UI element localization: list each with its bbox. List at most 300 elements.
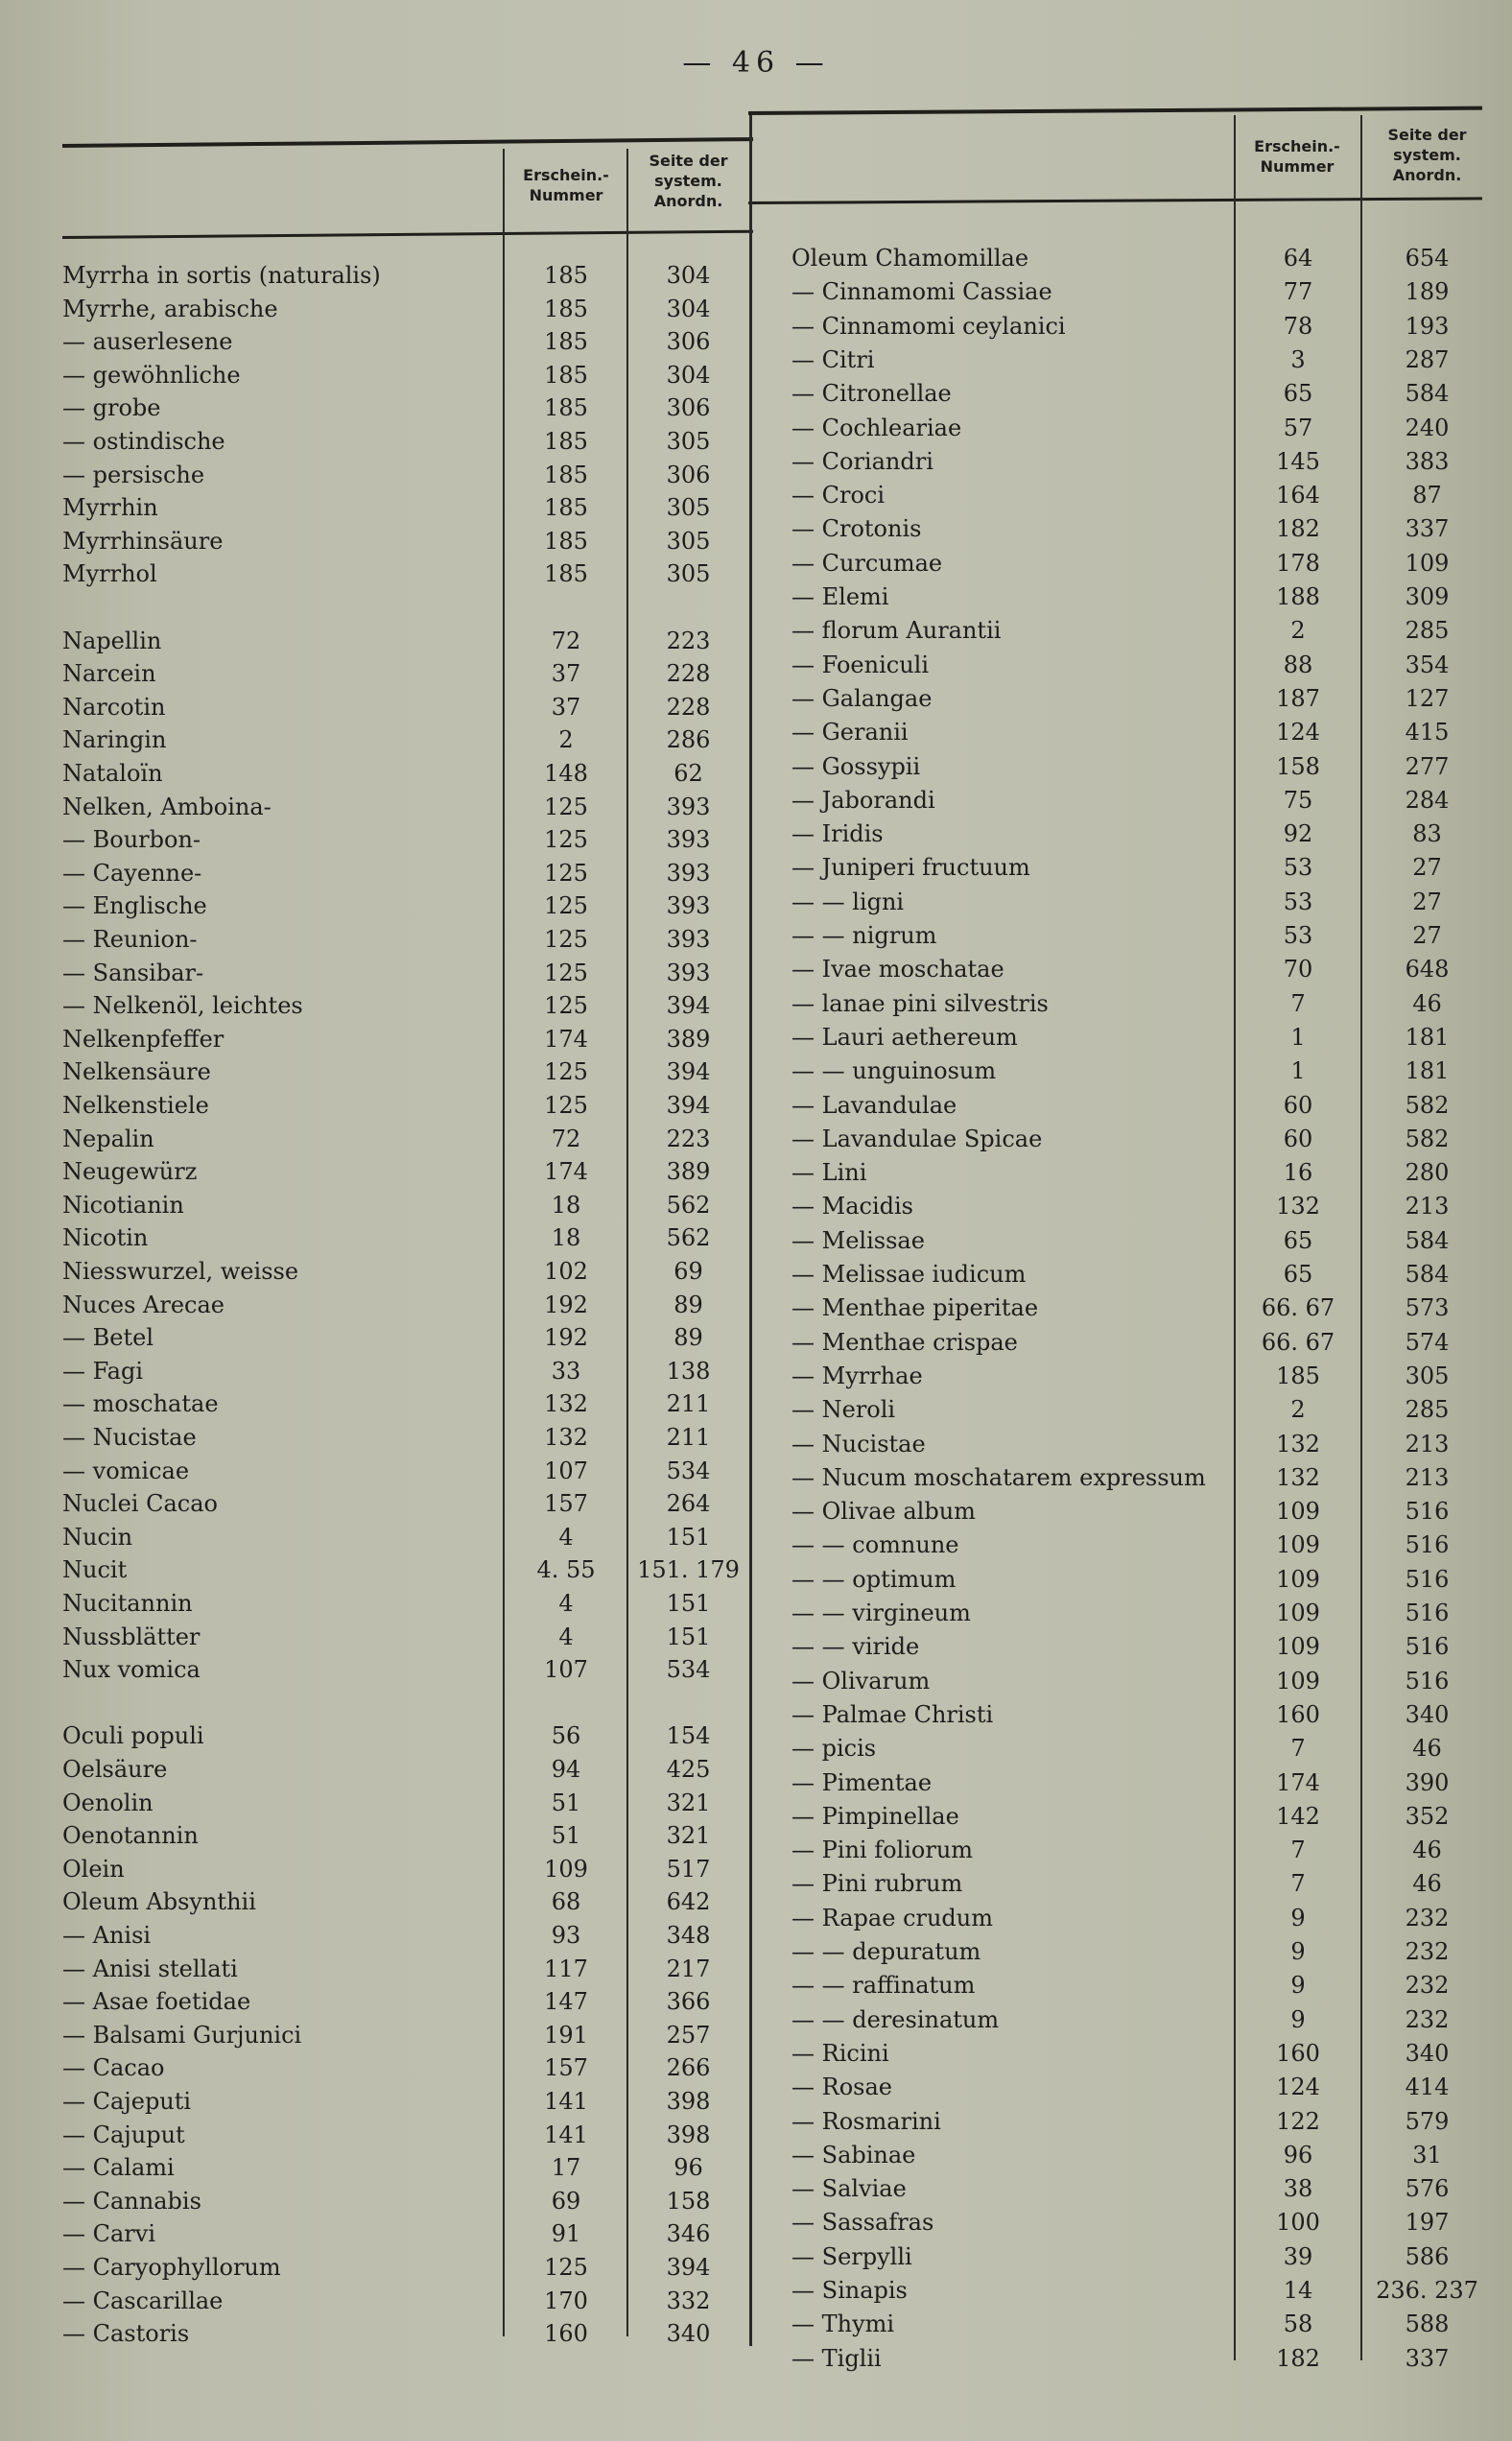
entry-name: — Fagi <box>62 1357 143 1385</box>
entry-page: 394 <box>666 1058 711 1086</box>
entry-page: 517 <box>666 1855 711 1883</box>
entry-page: 516 <box>1405 1565 1450 1593</box>
entry-name: — Rosmarini <box>791 2107 941 2135</box>
index-row <box>791 919 1497 953</box>
entry-page: 305 <box>666 527 711 555</box>
entry-page: 304 <box>666 295 711 322</box>
entry-number: 132 <box>544 1390 588 1418</box>
entry-page: 393 <box>666 793 711 820</box>
entry-page: 516 <box>1405 1633 1450 1661</box>
entry-page: 352 <box>1405 1802 1450 1830</box>
entry-page: 337 <box>1405 2344 1450 2372</box>
entry-page: 277 <box>1405 752 1450 780</box>
index-row <box>62 791 748 824</box>
index-row <box>791 784 1497 818</box>
index-row <box>791 275 1497 309</box>
entry-number: 1 <box>1290 1023 1306 1051</box>
entry-number: 37 <box>551 660 581 688</box>
entry-page: 309 <box>1405 583 1450 610</box>
entry-page: 257 <box>666 2021 711 2049</box>
entry-number: 65 <box>1283 1226 1313 1254</box>
entry-number: 109 <box>1276 1667 1320 1694</box>
entry-page: 151. 179 <box>637 1556 740 1584</box>
index-row <box>791 2342 1497 2376</box>
index-row <box>62 557 748 591</box>
entry-number: 124 <box>1276 719 1320 747</box>
entry-number: 78 <box>1283 312 1313 340</box>
index-row <box>62 2019 748 2052</box>
entry-page: 89 <box>673 1291 703 1318</box>
index-row <box>791 1224 1497 1258</box>
entry-number: 125 <box>544 892 588 920</box>
entry-name: — Lavandulae Spicae <box>791 1125 1043 1152</box>
entry-number: 157 <box>544 1490 588 1518</box>
entry-name: Nepalin <box>62 1125 154 1152</box>
index-row <box>62 491 748 525</box>
entry-page: 305 <box>666 560 711 588</box>
entry-name: — Citri <box>791 345 875 373</box>
index-row <box>62 1753 748 1787</box>
index-row <box>791 1665 1497 1698</box>
entry-name: — Pimpinellae <box>791 1802 959 1830</box>
entry-page: 96 <box>673 2154 703 2182</box>
entry-number: 147 <box>544 1988 588 2016</box>
entry-number: 37 <box>551 693 581 721</box>
entry-page: 286 <box>666 726 711 754</box>
entry-name: Nucit <box>62 1556 128 1584</box>
entry-number: 7 <box>1290 1735 1306 1763</box>
entry-name: — Pini rubrum <box>791 1870 963 1898</box>
index-row <box>62 1255 748 1289</box>
entry-name: — vomicae <box>62 1457 190 1484</box>
entry-number: 2 <box>558 726 574 754</box>
entry-number: 185 <box>544 295 588 322</box>
entry-page: 280 <box>1405 1159 1450 1187</box>
entry-page: 151 <box>666 1623 711 1650</box>
entry-name: — ostindische <box>62 428 225 455</box>
entry-page: 366 <box>666 1988 711 2016</box>
entry-name: — Elemi <box>791 583 889 610</box>
index-row <box>791 1190 1497 1223</box>
entry-page: 582 <box>1405 1125 1450 1152</box>
index-row <box>791 581 1497 614</box>
entry-name: — — viride <box>791 1633 920 1661</box>
index-row <box>791 2071 1497 2104</box>
entry-number: 4 <box>558 1590 574 1617</box>
index-row <box>791 2308 1497 2341</box>
entry-name: — — optimum <box>791 1565 957 1593</box>
index-row <box>62 1719 748 1753</box>
entry-name: — Lauri aethereum <box>791 1023 1018 1051</box>
entry-name: — — depuratum <box>791 1938 981 1965</box>
header-rule-right <box>748 197 1482 204</box>
entry-name: Oleum Absynthii <box>62 1888 256 1916</box>
entry-page: 89 <box>673 1324 703 1352</box>
entry-number: 160 <box>544 2320 588 2348</box>
index-row <box>62 525 748 558</box>
entry-number: 191 <box>544 2021 588 2049</box>
index-row <box>791 445 1497 479</box>
index-row <box>791 2037 1497 2071</box>
entry-name: — Bourbon- <box>62 826 201 854</box>
entry-number: 132 <box>1276 1193 1320 1220</box>
entry-name: — Melissae iudicum <box>791 1261 1027 1288</box>
entry-name: — — virgineum <box>791 1600 971 1626</box>
entry-number: 7 <box>1290 989 1306 1017</box>
entry-page: 576 <box>1405 2175 1450 2203</box>
index-row <box>791 1258 1497 1292</box>
entry-name: — Cacao <box>62 2054 165 2082</box>
entry-name: — Olivae album <box>791 1498 976 1526</box>
entry-name: — Caryophyllorum <box>62 2254 281 2281</box>
entry-number: 69 <box>551 2187 581 2215</box>
entry-number: 7 <box>1290 1870 1306 1898</box>
entry-number: 65 <box>1283 380 1313 408</box>
entry-name: — Reunion- <box>62 926 198 953</box>
entry-number: 66. 67 <box>1261 1294 1335 1322</box>
entry-name: — Englische <box>62 892 207 920</box>
index-row <box>62 2251 748 2285</box>
entry-name: Olein <box>62 1855 125 1883</box>
index-row <box>62 657 748 691</box>
index-row <box>62 325 748 359</box>
entry-page: 337 <box>1405 515 1450 543</box>
entry-name: Neugewürz <box>62 1158 198 1186</box>
index-row <box>62 691 748 724</box>
entry-number: 107 <box>544 1457 588 1484</box>
entry-page: 232 <box>1405 1938 1450 1965</box>
entry-name: — Cayenne- <box>62 859 202 887</box>
entry-number: 33 <box>551 1357 581 1385</box>
entry-name: — — nigrum <box>791 922 937 949</box>
entry-number: 178 <box>1276 549 1320 577</box>
entry-number: 2 <box>1290 617 1306 645</box>
entry-number: 51 <box>551 1822 581 1850</box>
entry-page: 389 <box>666 1158 711 1186</box>
entry-name: Oelsäure <box>62 1756 168 1783</box>
entry-number: 16 <box>1283 1159 1313 1187</box>
index-row <box>62 359 748 392</box>
entry-name: — Calami <box>62 2154 175 2182</box>
index-row <box>791 1529 1497 1562</box>
entry-page: 354 <box>1405 651 1450 678</box>
index-row <box>791 2240 1497 2274</box>
entry-page: 321 <box>666 1822 711 1850</box>
entry-number: 185 <box>544 262 588 289</box>
entry-page: 181 <box>1405 1057 1450 1085</box>
entry-name: Nucin <box>62 1523 133 1551</box>
entry-page: 393 <box>666 959 711 986</box>
entry-page: 27 <box>1412 888 1442 915</box>
index-row <box>791 1495 1497 1529</box>
index-row <box>62 757 748 791</box>
entry-name: — Cochleariae <box>791 414 962 441</box>
entry-page: 287 <box>1405 345 1450 373</box>
entry-page: 285 <box>1405 617 1450 645</box>
entry-number: 109 <box>1276 1633 1320 1661</box>
entry-name: Nucitannin <box>62 1590 193 1617</box>
entry-number: 174 <box>544 1158 588 1186</box>
index-row <box>62 1055 748 1089</box>
entry-number: 125 <box>544 859 588 887</box>
index-row <box>791 1698 1497 1732</box>
entry-name: — Tiglii <box>791 2344 882 2372</box>
index-row <box>62 259 748 293</box>
entry-page: 197 <box>1405 2209 1450 2237</box>
entry-number: 185 <box>544 394 588 422</box>
entry-name: — Cajuput <box>62 2121 185 2148</box>
entry-page: 340 <box>1405 2039 1450 2067</box>
entry-page: 228 <box>666 693 711 721</box>
entry-name: — Cascarillae <box>62 2287 224 2314</box>
entry-name: — persische <box>62 461 205 488</box>
entry-number: 56 <box>551 1722 581 1750</box>
entry-page: 46 <box>1412 1837 1442 1864</box>
entry-name: Myrrhin <box>62 494 158 522</box>
entry-page: 415 <box>1405 719 1450 747</box>
entry-name: Oculi populi <box>62 1722 204 1750</box>
index-row <box>62 2185 748 2218</box>
entry-number: 109 <box>1276 1565 1320 1593</box>
entry-number: 9 <box>1290 2005 1306 2033</box>
entry-page: 394 <box>666 1092 711 1119</box>
entry-page: 393 <box>666 859 711 887</box>
index-row <box>62 1853 748 1886</box>
index-row <box>62 1953 748 1986</box>
entry-page: 584 <box>1405 1261 1450 1288</box>
index-row <box>791 1969 1497 2003</box>
entry-name: — Juniperi fructuum <box>791 854 1030 882</box>
entry-number: 60 <box>1283 1091 1313 1119</box>
entry-name: — Pimentae <box>791 1768 933 1796</box>
entry-number: 125 <box>544 1058 588 1086</box>
entry-name: — Carvi <box>62 2220 156 2248</box>
entry-number: 102 <box>544 1258 588 1285</box>
index-row <box>791 1732 1497 1766</box>
entry-page: 189 <box>1405 278 1450 306</box>
index-row <box>62 1985 748 2019</box>
entry-page: 398 <box>666 2088 711 2115</box>
entry-name: — Sabinae <box>791 2141 916 2168</box>
entry-number: 109 <box>1276 1498 1320 1526</box>
entry-page: 305 <box>666 428 711 455</box>
entry-number: 68 <box>551 1888 581 1916</box>
entry-page: 223 <box>666 1125 711 1152</box>
entry-name: — Nucum moschatarem expressum <box>791 1463 1206 1491</box>
header-rule-left <box>62 230 753 239</box>
entry-page: 414 <box>1405 2074 1450 2101</box>
entry-number: 187 <box>1276 684 1320 712</box>
entry-page: 562 <box>666 1191 711 1219</box>
entry-number: 182 <box>1276 2344 1320 2372</box>
entry-number: 185 <box>1276 1362 1320 1389</box>
entry-page: 213 <box>1405 1430 1450 1457</box>
entry-number: 125 <box>544 793 588 820</box>
entry-name: — — unguinosum <box>791 1057 997 1085</box>
index-row <box>62 1221 748 1255</box>
index-row <box>791 818 1497 851</box>
entry-name: — Curcumae <box>791 549 943 577</box>
entry-page: 306 <box>666 461 711 488</box>
index-row <box>62 1819 748 1853</box>
entry-name: — Sansibar- <box>62 959 204 986</box>
entry-name: — Anisi <box>62 1922 152 1949</box>
entry-number: 72 <box>551 1125 581 1152</box>
entry-name: — Cannabis <box>62 2187 201 2215</box>
entry-number: 109 <box>544 1855 588 1883</box>
entry-number: 2 <box>1290 1396 1306 1424</box>
index-row <box>62 1919 748 1953</box>
entry-number: 70 <box>1283 956 1313 984</box>
entry-name: — Nelkenöl, leichtes <box>62 992 303 1020</box>
header-number-right: Erschein.- Nummer <box>1254 137 1340 176</box>
entry-name: Myrrha in sortis (naturalis) <box>62 262 381 289</box>
entry-number: 57 <box>1283 414 1313 441</box>
entry-name: — Lini <box>791 1159 867 1187</box>
entry-number: 170 <box>544 2287 588 2314</box>
entry-name: — Palmae Christi <box>791 1700 994 1728</box>
entry-number: 38 <box>1283 2175 1313 2203</box>
entry-name: Myrrhe, arabische <box>62 295 278 322</box>
entry-number: 125 <box>544 826 588 854</box>
entry-number: 160 <box>1276 1700 1320 1728</box>
entry-number: 185 <box>544 560 588 588</box>
entry-page: 588 <box>1405 2311 1450 2338</box>
entry-number: 65 <box>1283 1261 1313 1288</box>
entry-number: 18 <box>551 1191 581 1219</box>
index-row <box>791 242 1497 275</box>
index-row <box>791 1393 1497 1427</box>
entry-name: — Sinapis <box>791 2277 908 2304</box>
entry-number: 72 <box>551 627 581 654</box>
entry-page: 584 <box>1405 380 1450 408</box>
header-page-left: Seite der system. Anordn. <box>649 152 728 210</box>
entry-page: 211 <box>666 1390 711 1418</box>
entry-name: — gewöhnliche <box>62 361 241 389</box>
entry-page: 516 <box>1405 1531 1450 1559</box>
index-row <box>62 1621 748 1654</box>
entry-page: 340 <box>1405 1700 1450 1728</box>
entry-number: 117 <box>544 1955 588 1982</box>
entry-page: 46 <box>1412 1735 1442 1763</box>
entry-name: — Foeniculi <box>791 651 930 678</box>
entry-number: 192 <box>544 1291 588 1318</box>
index-row <box>62 1521 748 1554</box>
entry-number: 7 <box>1290 1837 1306 1864</box>
entry-name: — Melissae <box>791 1226 925 1254</box>
entry-page: 109 <box>1405 549 1450 577</box>
entry-number: 94 <box>551 1756 581 1783</box>
entry-number: 185 <box>544 461 588 488</box>
entry-page: 62 <box>673 760 703 787</box>
entry-name: — Cinnamomi Cassiae <box>791 278 1052 306</box>
entry-number: 125 <box>544 959 588 986</box>
entry-number: 53 <box>1283 922 1313 949</box>
index-row <box>62 1553 748 1587</box>
entry-name: Oenotannin <box>62 1822 199 1850</box>
entry-name: — Citronellae <box>791 380 952 408</box>
index-row <box>791 750 1497 784</box>
entry-name: — Castoris <box>62 2320 190 2348</box>
index-row <box>791 512 1497 546</box>
index-row <box>791 953 1497 986</box>
index-row <box>62 1123 748 1156</box>
index-row <box>791 1867 1497 1901</box>
index-row <box>791 412 1497 445</box>
entry-number: 148 <box>544 760 588 787</box>
entry-page: 390 <box>1405 1768 1450 1796</box>
entry-number: 66. 67 <box>1261 1328 1335 1356</box>
entry-page: 306 <box>666 328 711 356</box>
entry-name: Nicotianin <box>62 1191 184 1219</box>
entry-name: — Crotonis <box>791 515 922 543</box>
entry-page: 516 <box>1405 1667 1450 1694</box>
entry-name: Nataloïn <box>62 760 163 787</box>
entry-number: 96 <box>1283 2141 1313 2168</box>
index-row <box>62 1155 748 1189</box>
page-number: — 46 — <box>682 46 830 80</box>
header-page-right: Seite der system. Anordn. <box>1387 126 1467 184</box>
entry-page: 654 <box>1405 245 1450 272</box>
entry-name: — Menthae piperitae <box>791 1294 1039 1322</box>
entry-name: Oleum Chamomillae <box>791 245 1029 272</box>
entry-name: — Ricini <box>791 2039 889 2067</box>
entry-page: 306 <box>666 394 711 422</box>
index-row <box>791 2274 1497 2308</box>
entry-number: 125 <box>544 1092 588 1119</box>
index-row <box>62 857 748 890</box>
entry-number: 9 <box>1290 1938 1306 1965</box>
entry-page: 232 <box>1405 2005 1450 2033</box>
index-row <box>62 2085 748 2119</box>
index-row <box>791 2139 1497 2172</box>
entry-page: 393 <box>666 926 711 953</box>
entry-page: 383 <box>1405 447 1450 475</box>
entry-number: 1 <box>1290 1057 1306 1085</box>
entry-page: 284 <box>1405 786 1450 814</box>
top-rule-left <box>62 137 753 148</box>
entry-page: 304 <box>666 361 711 389</box>
entry-number: 4. 55 <box>536 1556 596 1584</box>
entry-name: — Menthae crispae <box>791 1328 1018 1356</box>
entry-page: 266 <box>666 2054 711 2082</box>
entry-name: — — ligni <box>791 888 905 915</box>
entry-number: 77 <box>1283 278 1313 306</box>
index-row <box>791 1089 1497 1123</box>
entry-number: 158 <box>1276 752 1320 780</box>
index-row <box>791 1766 1497 1800</box>
entry-number: 185 <box>544 428 588 455</box>
entry-number: 93 <box>551 1922 581 1949</box>
entry-name: Nelken, Amboina- <box>62 793 272 820</box>
index-row <box>791 614 1497 648</box>
entry-page: 393 <box>666 892 711 920</box>
entry-number: 109 <box>1276 1531 1320 1559</box>
index-row <box>791 1055 1497 1088</box>
entry-number: 88 <box>1283 651 1313 678</box>
entry-name: Nussblätter <box>62 1623 201 1650</box>
index-row <box>791 1123 1497 1156</box>
index-row <box>791 1021 1497 1055</box>
index-row <box>62 1787 748 1820</box>
entry-page: 213 <box>1405 1463 1450 1491</box>
entry-name: — Galangae <box>791 684 933 712</box>
index-row <box>62 1587 748 1621</box>
entry-name: — Gossypii <box>791 752 921 780</box>
entry-page: 240 <box>1405 414 1450 441</box>
entry-name: Napellin <box>62 627 162 654</box>
entry-page: 217 <box>666 1955 711 1982</box>
